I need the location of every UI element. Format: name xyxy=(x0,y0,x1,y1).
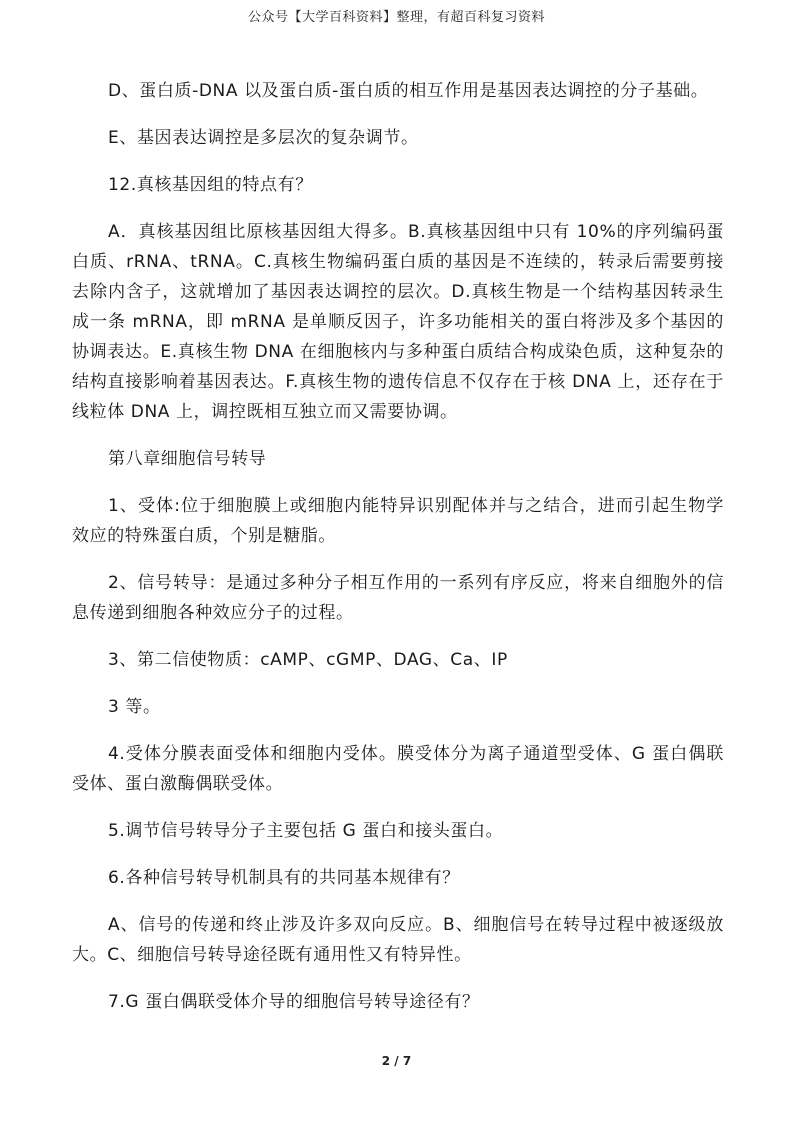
item-4-receptor-types: 4.受体分膜表面受体和细胞内受体。膜受体分为离子通道型受体、G 蛋白偶联受体、蛋白激酶偶联受体。 xyxy=(72,744,724,794)
document-body xyxy=(72,76,724,1017)
item-5-regulators: 5.调节信号转导分子主要包括 G 蛋白和接头蛋白。 xyxy=(108,821,504,841)
item-2-signal-transduction: 2、信号转导：是通过多种分子相互作用的一系列有序反应，将来自细胞外的信息传递到细胞各种效应分子的过程。 xyxy=(72,573,724,623)
chapter-heading: 第八章细胞信号转导 xyxy=(108,449,267,469)
question-6: 6.各种信号转导机制具有的共同基本规律有？ xyxy=(108,868,460,888)
page-header: 公众号【大学百科资料】整理，有超百科复习资料 xyxy=(247,10,545,25)
item-3-second-messenger: 3、第二信使物质：cAMP、cGMP、DAG、Ca、IP xyxy=(108,650,508,670)
item-3-continuation: 3 等。 xyxy=(108,697,161,717)
page-number: 2 / 7 xyxy=(381,1054,412,1068)
answer-12: A．真核基因组比原核基因组大得多。B.真核基因组中只有 10%的序列编码蛋白质、rRNA、tRNA。C.真核生物编码蛋白质的基因是不连续的，转录后需要剪接去除内含子，这就增加了基因表达调控的层次。D.真核生物是一个结构基因转录生成一条 mRNA，即 mRNA 是单顺反因子，许多功能相关的蛋白将涉及多个基因的协调表达。E.真核生物 DNA 在细胞核内与多种蛋白质结合构成染色质，这种复杂的结构直接影响着基因表达。F.真核生物的遗传信息不仅存在于核 DNA 上，还存在于线粒体 DNA 上，调控既相互独立而又需要协调。 xyxy=(72,222,724,422)
paragraph-d: D、蛋白质-DNA 以及蛋白质-蛋白质的相互作用是基因表达调控的分子基础。 xyxy=(108,81,709,101)
paragraph-e: E、基因表达调控是多层次的复杂调节。 xyxy=(108,128,419,148)
question-12: 12.真核基因组的特点有？ xyxy=(108,175,313,195)
item-1-receptor: 1、受体:位于细胞膜上或细胞内能特异识别配体并与之结合，进而引起生物学效应的特殊蛋白质，个别是糖脂。 xyxy=(72,496,724,546)
answer-6: A、信号的传递和终止涉及许多双向反应。B、细胞信号在转导过程中被逐级放大。C、细胞信号转导途径既有通用性又有特异性。 xyxy=(72,915,724,965)
question-7: 7.G 蛋白偶联受体介导的细胞信号转导途径有？ xyxy=(108,992,480,1012)
